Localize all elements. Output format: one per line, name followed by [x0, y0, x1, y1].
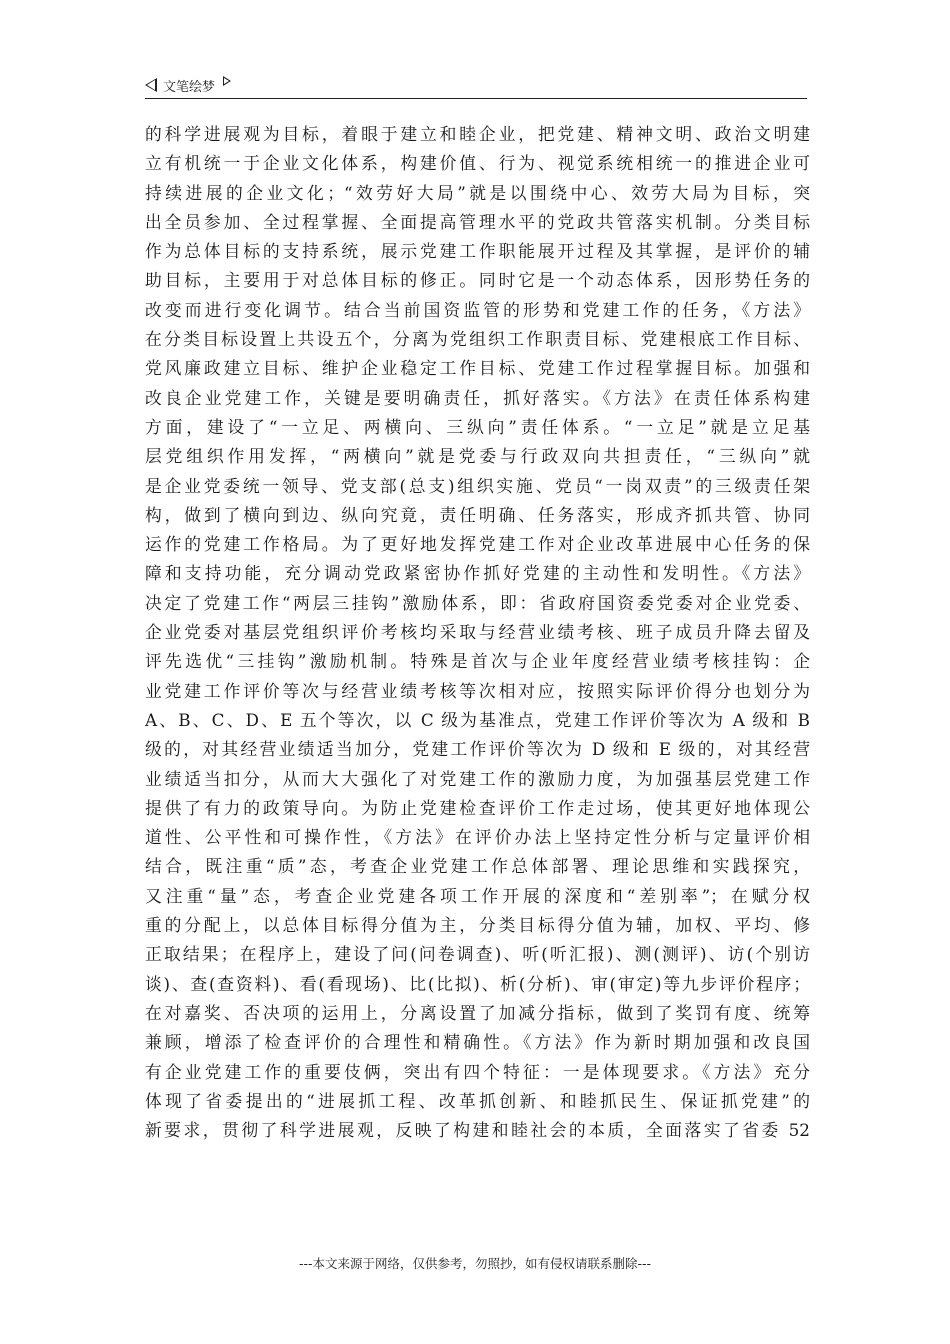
header-title: 文笔绘梦 [163, 79, 216, 95]
text-line: 有企业党建工作的重要伎俩，突出有四个特征：一是体现要求。《方法》充分 [145, 1061, 810, 1082]
text-line: 助目标，主要用于对总体目标的修正。同时它是一个动态体系，因形势任务的 [145, 270, 810, 291]
text-line: 评先选优“三挂钩”激励机制。特殊是首次与企业年度经营业绩考核挂钩：企 [145, 651, 810, 672]
text-line: 业绩适当扣分，从而大大强化了对党建工作的激励力度，为加强基层党建工作 [145, 768, 810, 789]
text-line: 立有机统一于企业文化体系，构建价值、行为、视觉系统相统一的推进企业可 [145, 153, 810, 174]
text-line: 决定了党建工作“两层三挂钩”激励体系，即：省政府国资委党委对企业党委、 [145, 592, 810, 613]
right-triangle-icon [223, 76, 231, 86]
text-line: 是企业党委统一领导、党支部(总支)组织实施、党员“一岗双责”的三级责任架 [145, 475, 810, 496]
text-line: 兼顾，增添了检查评价的合理性和精确性。《方法》作为新时期加强和改良国 [145, 1032, 810, 1053]
footer-notice: ---本文来源于网络，仅供参考，勿照抄，如有侵权请联系删除--- [298, 1256, 652, 1271]
text-line: 提供了有力的政策导向。为防止党建检查评价工作走过场，使其更好地体现公 [145, 797, 810, 818]
text-line: 谈)、查(查资料)、看(看现场)、比(比拟)、析(分析)、审(审定)等九步评价程序； [145, 973, 810, 994]
text-line: 改良企业党建工作，关键是要明确责任，抓好落实。《方法》在责任体系构建 [145, 387, 810, 408]
text-line: 作为总体目标的支持系统，展示党建工作职能展开过程及其掌握，是评价的辅 [145, 241, 810, 262]
left-triangle-icon [145, 78, 157, 92]
page-header [145, 72, 807, 99]
text-line: 企业党委对基层党组织评价考核均采取与经营业绩考核、班子成员升降去留及 [145, 622, 810, 643]
text-line: 又注重“量”态，考查企业党建各项工作开展的深度和“差别率”；在赋分权 [145, 885, 810, 906]
text-line: 级的，对其经营业绩适当加分，党建工作评价等次为 D 级和 E 级的，对其经营 [145, 739, 810, 760]
text-line: 新要求，贯彻了科学进展观，反映了构建和睦社会的本质，全面落实了省委 52 [145, 1120, 810, 1141]
text-line: 正取结果；在程序上，建设了问(问卷调查)、听(听汇报)、测(测评)、访(个别访 [145, 944, 810, 965]
text-line: 层党组织作用发挥，“两横向”就是党委与行政双向共担责任，“三纵向”就 [145, 446, 810, 467]
text-line: 业党建工作评价等次与经营业绩考核等次相对应，按照实际评价得分也划分为 [145, 680, 810, 701]
text-line: 方面，建设了“一立足、两横向、三纵向”责任体系。“一立足”就是立足基 [145, 416, 810, 437]
text-line: 在对嘉奖、否决项的运用上，分离设置了加减分指标，做到了奖罚有度、统筹 [145, 1002, 810, 1023]
text-line: 党风廉政建立目标、维护企业稳定工作目标、党建工作过程掌握目标。加强和 [145, 358, 810, 379]
text-line: A、B、C、D、E 五个等次，以 C 级为基准点，党建工作评价等次为 A 级和 B [145, 709, 810, 730]
body-paragraph [145, 120, 810, 1145]
text-line: 体现了省委提出的“进展抓工程、改革抓创新、和睦抓民生、保证抓党建”的 [145, 1090, 810, 1111]
text-line: 道性、公平性和可操作性，《方法》在评价办法上坚持定性分析与定量评价相 [145, 827, 810, 848]
text-line: 出全员参加、全过程掌握、全面提高管理水平的党政共管落实机制。分类目标 [145, 211, 810, 232]
text-line: 障和支持功能，充分调动党政紧密协作抓好党建的主动性和发明性。《方法》 [145, 563, 810, 584]
text-line: 结合，既注重“质”态，考查企业党建工作总体部署、理论思维和实践探究， [145, 856, 810, 877]
text-line: 持续进展的企业文化；“效劳好大局”就是以围绕中心、效劳大局为目标，突 [145, 182, 810, 203]
text-line: 运作的党建工作格局。为了更好地发挥党建工作对企业改革进展中心任务的保 [145, 534, 810, 555]
text-line: 改变而进行变化调节。结合当前国资监管的形势和党建工作的任务，《方法》 [145, 299, 810, 320]
text-line: 的科学进展观为目标，着眼于建立和睦企业，把党建、精神文明、政治文明建 [145, 124, 810, 144]
text-line: 重的分配上，以总体目标得分值为主，分类目标得分值为辅，加权、平均、修 [145, 915, 810, 936]
text-line: 构，做到了横向到边、纵向究竟，责任明确、任务落实，形成齐抓共管、协同 [145, 504, 810, 525]
text-line: 在分类目标设置上共设五个，分离为党组织工作职责目标、党建根底工作目标、 [145, 329, 810, 350]
